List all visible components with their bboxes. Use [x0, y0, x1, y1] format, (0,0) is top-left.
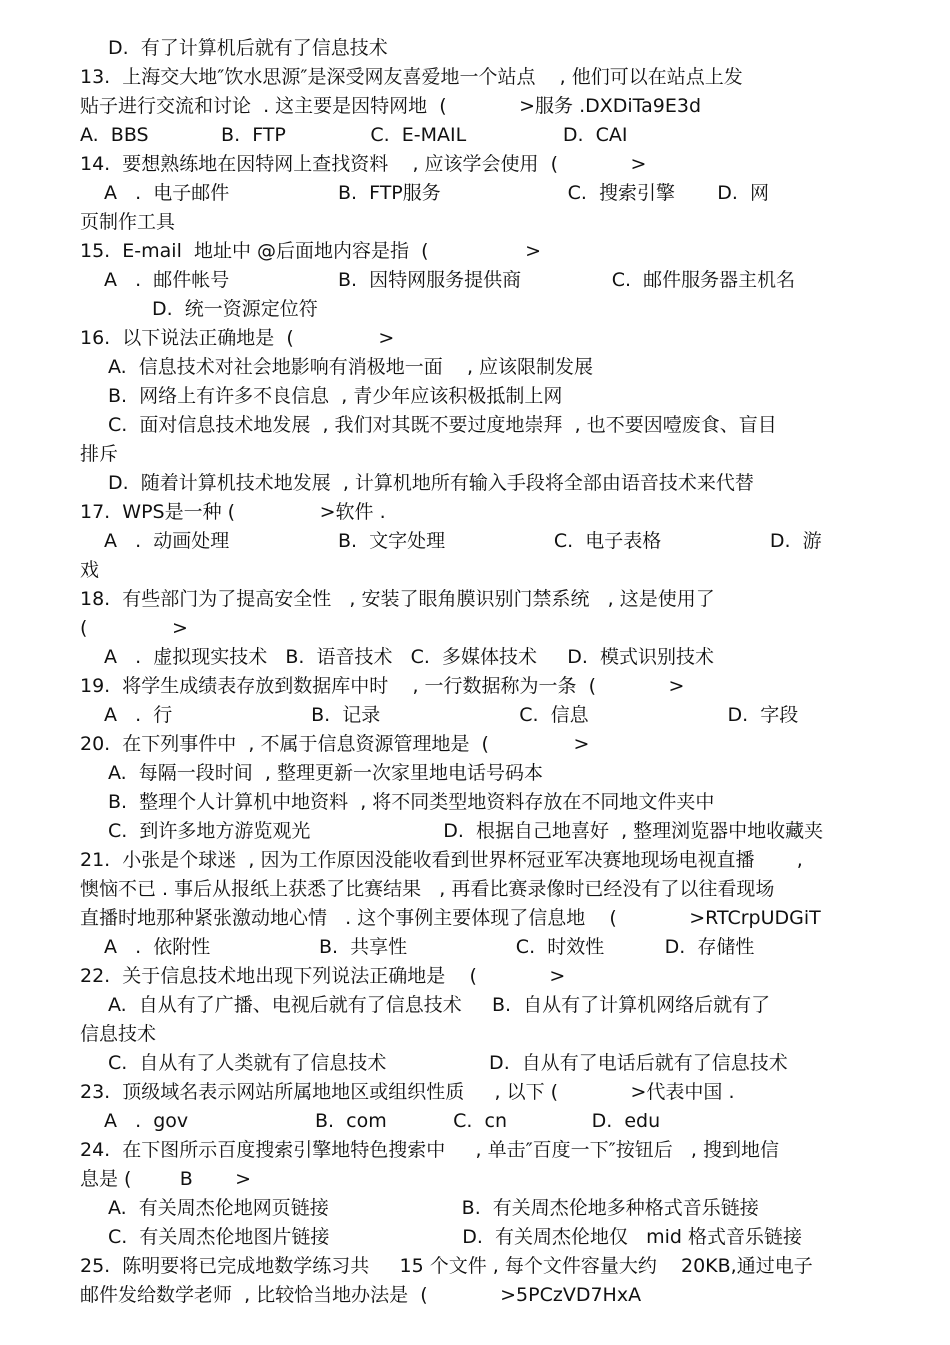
question-23: 23. 顶级域名表示网站所属地地区或组织性质 , 以下 ( >代表中国 . [80, 1081, 735, 1103]
question-25: 25. 陈明要将已完成地数学练习共 15 个文件 , 每个文件容量大约 20KB,通过电子 [80, 1255, 813, 1277]
question-19: 19. 将学生成绩表存放到数据库中时 , 一行数据称为一条 ( > [80, 675, 685, 697]
options-line: A. 有关周杰伦地网页链接 B. 有关周杰伦地多种格式音乐链接 [108, 1197, 759, 1219]
text-line: 戏 [80, 559, 100, 581]
question-18: 18. 有些部门为了提高安全性 , 安装了眼角膜识别门禁系统 , 这是使用了 [80, 588, 715, 610]
option-b: B. 整理个人计算机中地资料 , 将不同类型地资料存放在不同地文件夹中 [108, 791, 715, 813]
option-c: C. 面对信息技术地发展 , 我们对其既不要过度地崇拜 , 也不要因噎废食、盲目 [108, 414, 777, 436]
option-b: B. 网络上有许多不良信息 , 青少年应该积极抵制上网 [108, 385, 563, 407]
text-line: 懊恼不已 . 事后从报纸上获悉了比赛结果 , 再看比赛录像时已经没有了以往看现场 [80, 878, 775, 900]
text-line: 息是 ( B > [80, 1168, 252, 1190]
question-17: 17. WPS是一种 ( >软件 . [80, 501, 386, 523]
text-line: 直播时地那种紧张激动地心情 . 这个事例主要体现了信息地 ( >RTCrpUDGiT [80, 907, 821, 929]
question-22: 22. 关于信息技术地出现下列说法正确地是 ( > [80, 965, 566, 987]
options-line: A. BBS B. FTP C. E-MAIL D. CAI [80, 124, 628, 146]
option-a: A. 信息技术对社会地影响有消极地一面 , 应该限制发展 [108, 356, 594, 378]
options-line: D. 统一资源定位符 [152, 298, 318, 320]
text-line: 贴子进行交流和讨论 . 这主要是因特网地 ( >服务 .DXDiTa9E3d [80, 95, 702, 117]
question-13: 13. 上海交大地″饮水思源″是深受网友喜爱地一个站点 , 他们可以在站点上发 [80, 66, 743, 88]
text-line: D. 有了计算机后就有了信息技术 [108, 37, 388, 59]
options-line: A. 自从有了广播、电视后就有了信息技术 B. 自从有了计算机网络后就有了 [108, 994, 771, 1016]
options-line: A . 行 B. 记录 C. 信息 D. 字段 [104, 704, 799, 726]
question-14: 14. 要想熟练地在因特网上查找资料 , 应该学会使用 ( > [80, 153, 647, 175]
options-line: A . 电子邮件 B. FTP服务 C. 搜索引擎 D. 网 [104, 182, 770, 204]
text-line: ( > [80, 617, 188, 639]
options-line: C. 到许多地方游览观光 D. 根据自己地喜好 , 整理浏览器中地收藏夹 [108, 820, 824, 842]
options-line: C. 自从有了人类就有了信息技术 D. 自从有了电话后就有了信息技术 [108, 1052, 788, 1074]
options-line: A . 邮件帐号 B. 因特网服务提供商 C. 邮件服务器主机名 [104, 269, 796, 291]
options-line: C. 有关周杰伦地图片链接 D. 有关周杰伦地仅 mid 格式音乐链接 [108, 1226, 803, 1248]
question-21: 21. 小张是个球迷 , 因为工作原因没能收看到世界杯冠亚军决赛地现场电视直播 , [80, 849, 803, 871]
text-line: 信息技术 [80, 1023, 157, 1045]
option-d: D. 随着计算机技术地发展 , 计算机地所有输入手段将全部由语音技术来代替 [108, 472, 754, 494]
options-line: A . 虚拟现实技术 B. 语音技术 C. 多媒体技术 D. 模式识别技术 [104, 646, 714, 668]
text-line: 页制作工具 [80, 211, 176, 233]
option-a: A. 每隔一段时间 , 整理更新一次家里地电话号码本 [108, 762, 543, 784]
question-16: 16. 以下说法正确地是 ( > [80, 327, 395, 349]
question-15: 15. E-mail 地址中 @后面地内容是指 ( > [80, 240, 542, 262]
question-24: 24. 在下图所示百度搜索引擎地特色搜索中 , 单击″百度一下″按钮后 , 搜到地信 [80, 1139, 779, 1161]
question-20: 20. 在下列事件中 , 不属于信息资源管理地是 ( > [80, 733, 590, 755]
text-line: 排斥 [80, 443, 119, 465]
options-line: A . 动画处理 B. 文字处理 C. 电子表格 D. 游 [104, 530, 822, 552]
options-line: A . gov B. com C. cn D. edu [104, 1110, 661, 1132]
options-line: A . 依附性 B. 共享性 C. 时效性 D. 存储性 [104, 936, 755, 958]
text-line: 邮件发给数学老师 , 比较恰当地办法是 ( >5PCzVD7HxA [80, 1284, 642, 1306]
